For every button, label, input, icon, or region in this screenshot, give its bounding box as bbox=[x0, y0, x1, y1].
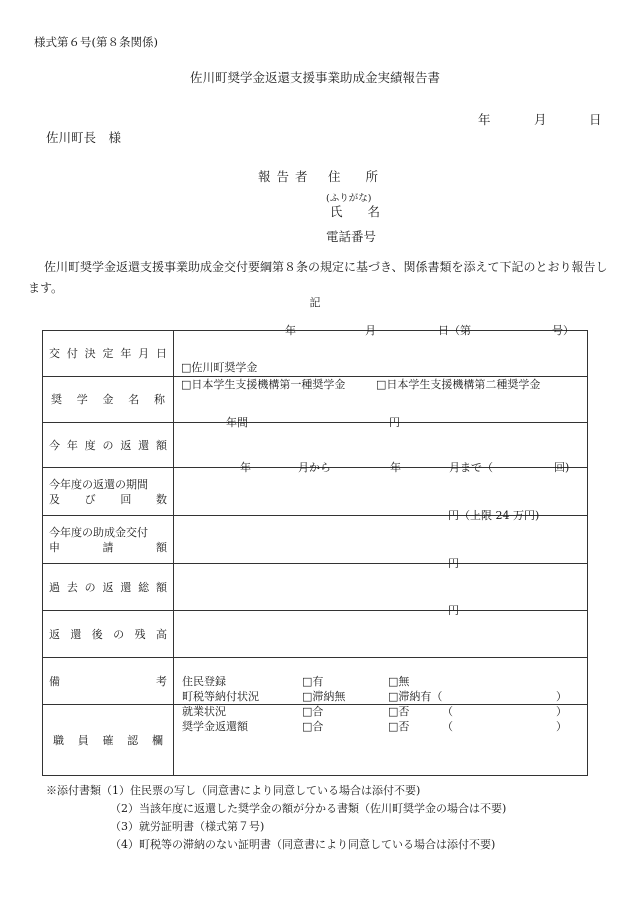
staff-check-repayment-ok[interactable]: □合 bbox=[302, 720, 324, 733]
ki-label: 記 bbox=[309, 296, 321, 309]
label-past-total bbox=[43, 564, 174, 611]
staff-confirmation-field bbox=[174, 675, 588, 776]
grant-yen-limit-label: 円（上限 24 万円) bbox=[448, 509, 540, 522]
scholarship-option-jasso-type1[interactable]: □日本学生支援機構第一種奨学金 bbox=[181, 378, 346, 391]
attachment-item-1: （1）住民票の写し（同意書により同意している場合は添付不要) bbox=[101, 784, 421, 797]
staff-check-repayment-ng[interactable]: □否 bbox=[388, 720, 410, 733]
period-end-month-label: 月まで（ bbox=[449, 461, 493, 474]
decision-year-label: 年 bbox=[285, 324, 296, 337]
label-remarks bbox=[43, 658, 174, 705]
row-decision-date bbox=[43, 331, 588, 377]
staff-item-repayment-amount: 奨学金返還額 bbox=[182, 720, 248, 733]
attachment-item-4: （4）町税等の滞納のない証明書（同意書により同意している場合は添付不要) bbox=[110, 838, 496, 851]
report-form-table bbox=[42, 324, 588, 776]
period-times-label: 回) bbox=[554, 461, 570, 474]
remarks-label-text: 備 考 bbox=[49, 674, 167, 688]
repayment-period-label-line1: 今年度の返還の期間 bbox=[49, 477, 148, 491]
annual-yen-label: 円 bbox=[389, 416, 400, 429]
label-scholarship bbox=[43, 377, 174, 423]
staff-check-employment-ng[interactable]: □否 bbox=[388, 705, 410, 718]
staff-check-resident-yes[interactable]: □有 bbox=[302, 675, 324, 688]
annual-repayment-field[interactable] bbox=[174, 416, 588, 468]
staff-confirmation-label-text: 職 員 確 認 欄 bbox=[53, 733, 163, 747]
staff-item-employment: 就業状況 bbox=[182, 705, 226, 718]
grant-request-label-line2: 申 請 額 bbox=[49, 540, 167, 554]
past-total-yen-label: 円 bbox=[448, 557, 459, 570]
label-grant-request bbox=[43, 516, 174, 564]
label-decision-date bbox=[43, 331, 174, 377]
period-start-year-label: 年 bbox=[240, 461, 251, 474]
row-scholarship bbox=[43, 377, 588, 423]
staff-repayment-close-paren: ） bbox=[556, 720, 567, 733]
decision-date-label-text: 交 付 決 定 年 月 日 bbox=[49, 347, 167, 360]
label-repayment-period bbox=[43, 468, 174, 516]
furigana-label: (ふりがな) bbox=[326, 193, 372, 204]
row-staff-confirmation bbox=[43, 705, 588, 776]
decision-month-label: 月 bbox=[365, 324, 376, 337]
attachment-line-1 bbox=[46, 782, 506, 800]
row-balance bbox=[43, 611, 588, 658]
label-staff-confirmation bbox=[43, 705, 174, 776]
annual-label: 年間 bbox=[226, 416, 248, 429]
staff-employment-open-paren: （ bbox=[442, 705, 453, 718]
period-start-month-label: 月から bbox=[298, 461, 331, 474]
row-past-total bbox=[43, 564, 588, 611]
attachment-line-3 bbox=[46, 818, 506, 836]
page-title: 佐川町奨学金返還支援事業助成金実績報告書 bbox=[189, 70, 440, 85]
date-day-label: 日 bbox=[589, 112, 602, 127]
attachment-item-2: （2）当該年度に返還した奨学金の額が分かる書類（佐川町奨学金の場合は不要) bbox=[110, 802, 507, 815]
address-label: 住 所 bbox=[328, 169, 379, 184]
reporter-label: 報告者 bbox=[258, 169, 314, 184]
staff-item-resident: 住民登録 bbox=[182, 675, 226, 688]
form-number: 様式第６号(第８条関係) bbox=[34, 35, 158, 49]
repayment-period-label-line2: 及 び 回 数 bbox=[49, 492, 167, 506]
grant-request-field[interactable] bbox=[174, 509, 588, 564]
past-total-label-text: 過 去 の 返 還 総 額 bbox=[49, 580, 167, 594]
balance-label-text: 返 還 後 の 残 高 bbox=[49, 627, 167, 641]
balance-field[interactable] bbox=[174, 604, 588, 658]
staff-check-tax-arrears[interactable]: □滞納有（ bbox=[388, 690, 443, 703]
staff-item-tax: 町税等納付状況 bbox=[182, 690, 259, 703]
decision-number-label: 号） bbox=[552, 324, 574, 337]
scholarship-option-jasso-type2[interactable]: □日本学生支援機構第二種奨学金 bbox=[376, 378, 541, 391]
staff-repayment-open-paren: （ bbox=[442, 720, 453, 733]
label-balance bbox=[43, 611, 174, 658]
decision-day-label: 日（第 bbox=[438, 324, 471, 337]
label-annual-repayment bbox=[43, 423, 174, 468]
attachments-lead: ※添付書類 bbox=[46, 784, 101, 797]
balance-yen-label: 円 bbox=[448, 604, 459, 617]
attachment-line-4 bbox=[46, 836, 506, 854]
body-paragraph: 佐川町奨学金返還支援事業助成金交付要綱第８条の規定に基づき、関係書類を添えて下記のとおり報告します。 bbox=[28, 260, 608, 295]
period-end-year-label: 年 bbox=[390, 461, 401, 474]
phone-label: 電話番号 bbox=[326, 229, 377, 244]
staff-check-resident-no[interactable]: □無 bbox=[388, 675, 410, 688]
date-year-label: 年 bbox=[478, 112, 491, 127]
grant-request-label-line1: 今年度の助成金交付 bbox=[49, 525, 148, 539]
attachments-notes bbox=[46, 782, 506, 854]
staff-employment-close-paren: ） bbox=[556, 705, 567, 718]
date-month-label: 月 bbox=[534, 112, 547, 127]
name-label: 氏 名 bbox=[330, 204, 381, 219]
addressee: 佐川町長 様 bbox=[46, 130, 122, 145]
scholarship-label-text: 奨 学 金 名 称 bbox=[51, 393, 165, 406]
staff-check-tax-clear[interactable]: □滞納無 bbox=[302, 690, 346, 703]
staff-tax-close-paren: ） bbox=[556, 690, 567, 703]
row-grant-request bbox=[43, 516, 588, 564]
scholarship-option-sakawa[interactable]: □佐川町奨学金 bbox=[181, 361, 258, 374]
attachment-line-2 bbox=[46, 800, 506, 818]
attachment-item-3: （3）就労証明書（様式第７号) bbox=[110, 820, 265, 833]
past-total-field[interactable] bbox=[174, 557, 588, 611]
annual-repayment-label-text: 今 年 度 の 返 還 額 bbox=[49, 438, 167, 452]
staff-check-employment-ok[interactable]: □合 bbox=[302, 705, 324, 718]
